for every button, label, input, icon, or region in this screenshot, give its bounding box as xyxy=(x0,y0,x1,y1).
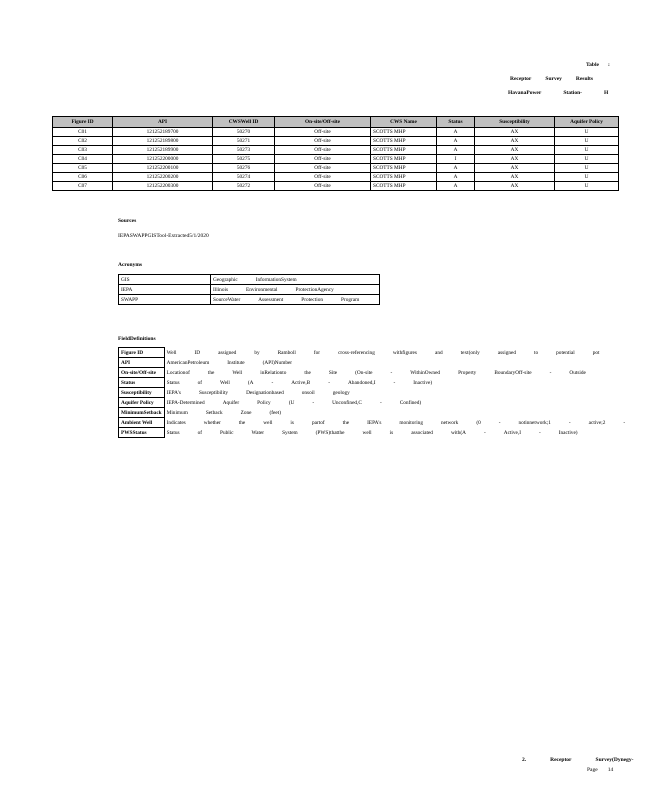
definition-word: to xyxy=(534,349,539,356)
definition-word: - xyxy=(568,419,571,426)
definition-word: inRelationto xyxy=(260,369,287,376)
definition-word: Environmental xyxy=(246,286,278,293)
definition-row xyxy=(119,358,646,368)
header-word: Station- xyxy=(563,90,582,96)
definition-description xyxy=(164,348,645,358)
definition-word: - xyxy=(390,369,393,376)
definition-word: Program xyxy=(341,296,360,303)
column-header: Status xyxy=(437,117,475,128)
table-cell: I xyxy=(437,155,475,164)
definition-word: Public xyxy=(220,429,234,436)
definition-row xyxy=(119,368,646,378)
page-header-title xyxy=(510,76,607,82)
table-cell: U xyxy=(555,146,619,155)
definition-word: onsoil xyxy=(301,389,315,396)
definition-word: with(A xyxy=(450,429,466,436)
table-cell: SCOTTS MHP xyxy=(371,146,437,155)
sources-word: SWAPPGIS xyxy=(129,233,157,239)
definition-row xyxy=(119,348,646,358)
definition-word: is xyxy=(389,429,394,436)
definition-word: Zone xyxy=(240,409,252,416)
definition-row xyxy=(119,285,380,295)
definition-word: (feet) xyxy=(269,409,281,416)
sources-word: Tool xyxy=(156,233,167,239)
definition-word: Locationof xyxy=(166,369,190,376)
definition-description xyxy=(164,418,645,428)
column-header: CWSWell ID xyxy=(213,117,275,128)
footer-word: Survey(Dynegy- xyxy=(595,757,634,763)
footer-word: Page xyxy=(587,767,598,773)
column-header: CWS Name xyxy=(371,117,437,128)
definition-row xyxy=(119,428,646,438)
table-cell: 50271 xyxy=(213,137,275,146)
definition-word: (API)Number xyxy=(262,359,293,366)
sources-text xyxy=(118,233,209,239)
definition-word: IEPA-Determined xyxy=(166,399,205,406)
definition-term: Figure ID xyxy=(119,348,165,358)
definition-word: BoundaryOff-site xyxy=(494,369,532,376)
definition-word: Well xyxy=(220,379,230,386)
footer-word: 2. xyxy=(522,757,527,763)
definition-word: cross-referencing xyxy=(338,349,375,356)
definition-word: Well xyxy=(232,369,243,376)
definition-word: Illinois xyxy=(213,286,229,293)
definition-word: well xyxy=(263,419,273,426)
definition-word: - xyxy=(623,419,626,426)
definition-description xyxy=(164,398,645,408)
table-cell: Off-site xyxy=(275,137,371,146)
table-cell: U xyxy=(555,155,619,164)
definition-word: pot xyxy=(592,349,600,356)
table-cell: C02 xyxy=(53,137,113,146)
header-word: Table xyxy=(586,62,599,68)
definition-term: On-site/Off-site xyxy=(119,368,165,378)
table-cell: SCOTTS MHP xyxy=(371,182,437,191)
sources-title: Sources xyxy=(118,218,137,224)
table-cell: C06 xyxy=(53,173,113,182)
definition-word: for xyxy=(313,349,321,356)
definition-word: - xyxy=(538,429,541,436)
definition-row xyxy=(119,275,380,285)
table-cell: AX xyxy=(475,182,555,191)
definition-row xyxy=(119,378,646,388)
header-word: : xyxy=(607,62,610,68)
definition-word: - xyxy=(271,379,274,386)
table-cell: Off-site xyxy=(275,182,371,191)
definition-word: AmericanPetroleum xyxy=(166,359,210,366)
definition-term: GIS xyxy=(119,275,211,285)
table-cell: C03 xyxy=(53,146,113,155)
table-cell: AX xyxy=(475,164,555,173)
table-cell: A xyxy=(437,182,475,191)
definition-term: MinimumSetback xyxy=(119,408,165,418)
sources-word: 5/1/2020 xyxy=(189,233,209,239)
table-cell: U xyxy=(555,182,619,191)
definition-word: Site xyxy=(328,369,338,376)
definition-word: (U xyxy=(288,399,295,406)
table-row xyxy=(53,146,619,155)
definition-word: Institute xyxy=(227,359,245,366)
definition-word: assigned xyxy=(497,349,517,356)
table-row xyxy=(53,137,619,146)
table-cell: 121252189800 xyxy=(113,137,213,146)
definition-word: whether xyxy=(203,419,221,426)
definition-word: by xyxy=(254,349,260,356)
acronyms-table xyxy=(118,274,380,305)
definition-word: IEPA's xyxy=(166,389,181,396)
definition-row xyxy=(119,408,646,418)
table-cell: Off-site xyxy=(275,128,371,137)
definition-term: Susceptibility xyxy=(119,388,165,398)
definition-word: ID xyxy=(194,349,201,356)
table-cell: 121252200200 xyxy=(113,173,213,182)
definition-word: Well xyxy=(166,349,177,356)
table-cell: C05 xyxy=(53,164,113,173)
definition-word: potential xyxy=(556,349,575,356)
definition-word: - xyxy=(498,419,501,426)
definition-word: is xyxy=(290,419,294,426)
table-cell: A xyxy=(437,128,475,137)
column-header: Aquifer Policy xyxy=(555,117,619,128)
table-cell: C01 xyxy=(53,128,113,137)
definition-row xyxy=(119,388,646,398)
header-word: H xyxy=(603,90,609,96)
definition-word: - xyxy=(549,369,552,376)
definition-word: - xyxy=(312,399,315,406)
definition-word: Property xyxy=(458,369,477,376)
definition-term: IEPA xyxy=(119,285,211,295)
definition-word: of xyxy=(197,379,202,386)
table-cell: Off-site xyxy=(275,146,371,155)
column-header: Figure ID xyxy=(53,117,113,128)
table-cell: Off-site xyxy=(275,164,371,173)
receptor-survey-table xyxy=(52,116,619,191)
page-header-table-number xyxy=(586,62,619,68)
definition-word: Designationbased xyxy=(246,389,284,396)
definition-word: well xyxy=(362,429,372,436)
footer-page-number xyxy=(587,767,623,773)
definition-word: SourceWater xyxy=(213,296,241,303)
table-cell: SCOTTS MHP xyxy=(371,128,437,137)
table-cell: SCOTTS MHP xyxy=(371,155,437,164)
definition-description xyxy=(164,388,645,398)
definition-row xyxy=(119,418,646,428)
definition-word: Setback xyxy=(205,409,223,416)
definition-description xyxy=(164,358,645,368)
table-cell: U xyxy=(555,164,619,173)
footer-word: Receptor xyxy=(550,757,572,763)
definition-word: Assessment xyxy=(258,296,284,303)
definition-word: - xyxy=(379,399,382,406)
definition-description xyxy=(211,285,380,295)
footer-word: 14 xyxy=(607,767,614,773)
table-cell: AX xyxy=(475,146,555,155)
definition-term: Ambient Well xyxy=(119,418,165,428)
definition-term: Status xyxy=(119,378,165,388)
page-header-site xyxy=(508,90,630,96)
definition-word: associated xyxy=(411,429,433,436)
definition-word: Unconfined,C xyxy=(332,399,362,406)
definition-word: Confined) xyxy=(399,399,422,406)
table-cell: 121252200100 xyxy=(113,164,213,173)
definition-word: Active,B xyxy=(291,379,311,386)
definition-word: the xyxy=(207,369,215,376)
column-header: API xyxy=(113,117,213,128)
definition-word: InformationSystem xyxy=(255,276,297,283)
definition-word: WithinOwned xyxy=(410,369,441,376)
table-cell: AX xyxy=(475,155,555,164)
definition-word: assigned xyxy=(218,349,237,356)
table-cell: 50270 xyxy=(213,128,275,137)
table-cell: 121252200300 xyxy=(113,182,213,191)
definition-word: Protection xyxy=(301,296,324,303)
definition-word: (A xyxy=(247,379,254,386)
definition-word: Active,I xyxy=(503,429,521,436)
table-cell: 50275 xyxy=(213,155,275,164)
definition-word: Minimum xyxy=(166,409,188,416)
table-cell: A xyxy=(437,173,475,182)
sources-word: IEPA xyxy=(118,233,130,239)
table-cell: 50276 xyxy=(213,164,275,173)
definition-word: System xyxy=(282,429,298,436)
definition-word: ProtectionAgency xyxy=(295,286,334,293)
acronyms-title: Acronyms xyxy=(118,262,143,268)
table-cell: A xyxy=(437,164,475,173)
table-cell: 121252189900 xyxy=(113,146,213,155)
header-word: Survey xyxy=(545,76,562,82)
table-row xyxy=(53,182,619,191)
table-cell: U xyxy=(555,137,619,146)
table-row xyxy=(53,128,619,137)
header-word: HavanaPower xyxy=(508,90,542,96)
definition-word: of xyxy=(197,429,202,436)
definition-word: Water xyxy=(251,429,265,436)
table-row xyxy=(53,164,619,173)
definition-word: Indicates xyxy=(166,419,186,426)
definition-word: the xyxy=(342,419,350,426)
definition-word: Ramboll xyxy=(277,349,296,356)
definition-description xyxy=(211,295,380,305)
table-cell: 50274 xyxy=(213,173,275,182)
definition-description xyxy=(164,408,645,418)
definition-word: the xyxy=(304,369,311,376)
definition-word: - xyxy=(393,379,396,386)
definition-word: Status xyxy=(166,429,180,436)
definition-word: IEPA's xyxy=(367,419,382,426)
definition-word: Geographic xyxy=(213,276,238,283)
header-word: Receptor xyxy=(510,76,532,82)
field-definitions-title: FieldDefinitions xyxy=(118,336,156,342)
definition-word: Status xyxy=(166,379,180,386)
definition-word: the xyxy=(238,419,246,426)
column-header: Susceptibility xyxy=(475,117,555,128)
definition-term: API xyxy=(119,358,165,368)
table-cell: U xyxy=(555,173,619,182)
definition-word: (0 xyxy=(476,419,481,426)
definition-word: Inactive) xyxy=(413,379,433,386)
definition-word: - xyxy=(483,429,486,436)
definition-word: Abandoned,I xyxy=(347,379,376,386)
table-cell: A xyxy=(437,137,475,146)
definition-word: monitoring xyxy=(399,419,423,426)
footer-section-title xyxy=(522,757,657,763)
definition-term: SWAPP xyxy=(119,295,211,305)
table-cell: AX xyxy=(475,137,555,146)
definition-word: (On-site xyxy=(355,369,373,376)
table-cell: SCOTTS MHP xyxy=(371,137,437,146)
column-header: On-site/Off-site xyxy=(275,117,371,128)
definition-word: Susceptibility xyxy=(198,389,229,396)
table-cell: C04 xyxy=(53,155,113,164)
table-row xyxy=(53,155,619,164)
definition-word: text(only xyxy=(460,349,480,356)
definition-word: Outside xyxy=(569,369,586,376)
definition-row xyxy=(119,398,646,408)
table-cell: 50273 xyxy=(213,146,275,155)
table-cell: AX xyxy=(475,173,555,182)
table-cell: SCOTTS MHP xyxy=(371,164,437,173)
definition-term: Aquifer Policy xyxy=(119,398,165,408)
table-cell: 121252189700 xyxy=(113,128,213,137)
definition-word: Inactive) xyxy=(558,429,578,436)
definition-description xyxy=(164,378,645,388)
table-cell: AX xyxy=(475,128,555,137)
table-row xyxy=(53,173,619,182)
table-cell: 121252200000 xyxy=(113,155,213,164)
field-definitions-table xyxy=(118,347,645,438)
sources-word: -Extracted xyxy=(166,233,190,239)
table-cell: 50272 xyxy=(213,182,275,191)
definition-word: active;2 xyxy=(588,419,606,426)
table-cell: SCOTTS MHP xyxy=(371,173,437,182)
definition-description xyxy=(164,428,645,438)
table-cell: Off-site xyxy=(275,173,371,182)
table-header-row xyxy=(53,117,619,128)
definition-word: notinnetwork;1 xyxy=(518,419,551,426)
table-cell: Off-site xyxy=(275,155,371,164)
definition-term: PWSStatus xyxy=(119,428,165,438)
definition-word: (PWS)thatthe xyxy=(315,429,345,436)
definition-word: Aquifer xyxy=(222,399,240,406)
definition-description xyxy=(211,275,380,285)
table-cell: A xyxy=(437,146,475,155)
definition-word: geology xyxy=(332,389,350,396)
definition-word: withfigures xyxy=(392,349,417,356)
definition-word: - xyxy=(328,379,330,386)
definition-word: partof xyxy=(311,419,325,426)
table-cell: C07 xyxy=(53,182,113,191)
header-word: Results xyxy=(575,76,594,82)
definition-word: Policy xyxy=(257,399,271,406)
definition-description xyxy=(164,368,645,378)
definition-word: and xyxy=(434,349,443,356)
table-cell: U xyxy=(555,128,619,137)
definition-row xyxy=(119,295,380,305)
definition-word: network xyxy=(440,419,459,426)
